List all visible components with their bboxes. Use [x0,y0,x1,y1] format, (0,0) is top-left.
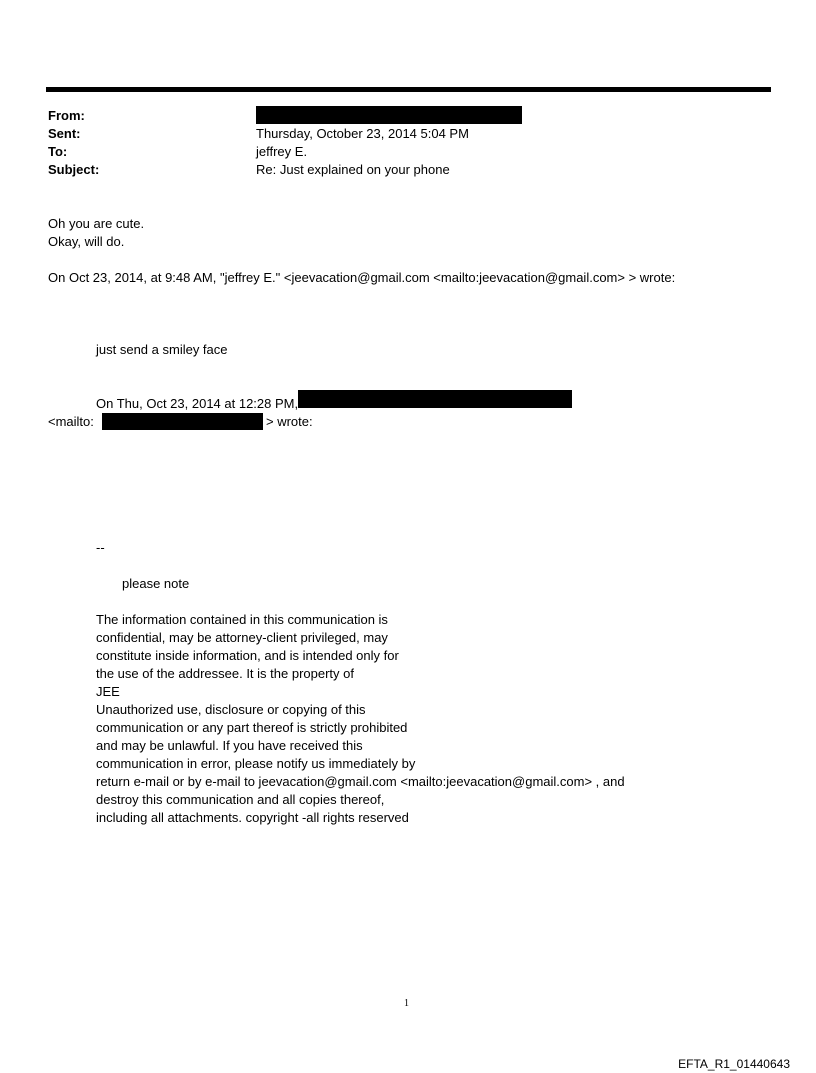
subject-label: Subject: [48,162,100,177]
sent-value: Thursday, October 23, 2014 5:04 PM [256,126,469,141]
reply-text: just send a smiley face [96,342,228,357]
to-label: To: [48,144,68,159]
disclaimer-line: JEE [96,684,120,699]
page-number: 1 [404,998,409,1009]
from-label: From: [48,108,85,123]
subject-value: Re: Just explained on your phone [256,162,450,177]
disclaimer-line: communication in error, please notify us immediately by [96,756,416,771]
nested-mailto-prefix: <mailto: [48,414,94,429]
body-line-2: Okay, will do. [48,234,125,249]
disclaimer-line: destroy this communication and all copies thereof, [96,792,385,807]
body-line-1: Oh you are cute. [48,216,145,231]
nested-quote-intro: On Thu, Oct 23, 2014 at 12:28 PM, [96,396,299,411]
nested-email-redaction [102,413,263,430]
disclaimer-line: the use of the addressee. It is the property of [96,666,354,681]
disclaimer-line: including all attachments. copyright -all rights reserved [96,810,409,825]
from-redaction [256,106,522,124]
to-value: jeffrey E. [256,144,308,159]
quote-intro: On Oct 23, 2014, at 9:48 AM, "jeffrey E." <jeevacation@gmail.com <mailto:jeevacation@gmail.com> > wrote: [48,270,676,285]
please-note: please note [122,576,190,591]
sent-label: Sent: [48,126,81,141]
disclaimer-line: and may be unlawful. If you have received this [96,738,363,753]
signature-dash: -- [96,540,105,555]
disclaimer-line: constitute inside information, and is intended only for [96,648,399,663]
disclaimer-line: The information contained in this communication is [96,612,388,627]
disclaimer-line: communication or any part thereof is strictly prohibited [96,720,408,735]
nested-sender-redaction [298,390,572,408]
document-id: EFTA_R1_01440643 [678,1057,790,1071]
disclaimer-line: Unauthorized use, disclosure or copying of this [96,702,366,717]
nested-wrote: > wrote: [266,414,313,429]
disclaimer-line: return e-mail or by e-mail to jeevacation@gmail.com <mailto:jeevacation@gmail.com> , and [96,774,625,789]
disclaimer-line: confidential, may be attorney-client privileged, may [96,630,388,645]
header-rule [46,87,771,92]
